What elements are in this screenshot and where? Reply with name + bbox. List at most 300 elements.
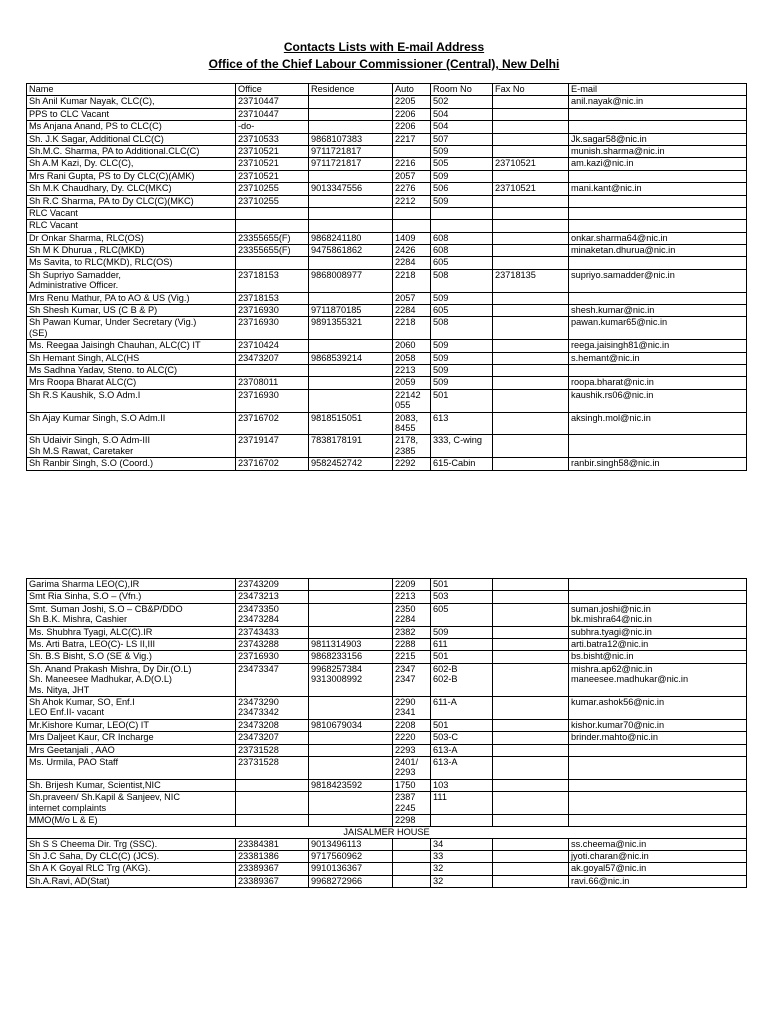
cell-fax-no [493,96,569,108]
table-row [27,663,747,696]
cell-name: Garima Sharma LEO(C),IR [27,579,236,591]
table-row [27,863,747,875]
table-row [27,377,747,389]
cell-fax-no [493,719,569,731]
cell-residence: 9810679034 [309,719,393,731]
cell-residence: Residence [309,84,393,96]
cell-email: ss.cheema@nic.in [569,838,747,850]
cell-fax-no [493,814,569,826]
cell-office [236,365,309,377]
cell-auto: 2284 [393,257,431,269]
cell-office: 23716930 [236,317,309,340]
section-row [27,827,747,838]
cell-residence [309,389,393,412]
cell-fax-no [493,875,569,887]
table-row [27,651,747,663]
cell-email [569,756,747,779]
cell-name: Sh M.K Chaudhary, Dy. CLC(MKC) [27,183,236,195]
cell-residence [309,292,393,304]
cell-name: Smt. Suman Joshi, S.O – CB&P/DDO Sh B.K. Mishra, Cashier [27,603,236,626]
cell-name: Mrs Geetanjali , AAO [27,744,236,756]
cell-email: onkar.sharma64@nic.in [569,232,747,244]
cell-name: Mr.Kishore Kumar, LEO(C) IT [27,719,236,731]
cell-email: minaketan.dhurua@nic.in [569,245,747,257]
cell-residence: 9013496113 [309,838,393,850]
cell-email: am.kazi@nic.in [569,158,747,170]
cell-fax-no [493,352,569,364]
cell-residence: 9868539214 [309,352,393,364]
cell-auto: 2206 [393,108,431,120]
cell-residence: 9910136367 [309,863,393,875]
cell-auto: 2083, 8455 [393,412,431,435]
cell-office: 23710424 [236,340,309,352]
cell-email: roopa.bharat@nic.in [569,377,747,389]
cell-fax-no [493,232,569,244]
cell-email: ak.goyal57@nic.in [569,863,747,875]
table-row [27,435,747,458]
cell-room-no: 506 [431,183,493,195]
cell-room-no: 602-B 602-B [431,663,493,696]
cell-name: Ms. Arti Batra, LEO(C)- LS II,III [27,638,236,650]
cell-fax-no [493,779,569,791]
cell-name: RLC Vacant [27,220,236,232]
cell-residence [309,696,393,719]
cell-auto: 2205 [393,96,431,108]
cell-name: Sh.praveen/ Sh.Kapil & Sanjeev, NIC internet complaints [27,792,236,815]
cell-fax-no [493,145,569,157]
cell-name: Sh M K Dhurua , RLC(MKD) [27,245,236,257]
cell-office: 23710447 [236,96,309,108]
cell-office: 23716930 [236,651,309,663]
cell-email [569,292,747,304]
cell-office [236,779,309,791]
cell-office: 23389367 [236,863,309,875]
cell-office: 23731528 [236,756,309,779]
cell-email: kumar.ashok56@nic.in [569,696,747,719]
cell-name: Sh. J.K Sagar, Additional CLC(C) [27,133,236,145]
cell-name: Sh Ajay Kumar Singh, S.O Adm.II [27,412,236,435]
cell-residence: 9711721817 [309,158,393,170]
cell-room-no: 605 [431,257,493,269]
cell-residence: 9711870185 [309,305,393,317]
cell-fax-no [493,663,569,696]
cell-fax-no [493,389,569,412]
cell-name: Sh.M.C. Sharma, PA to Additional.CLC(C) [27,145,236,157]
cell-auto: 2218 [393,269,431,292]
cell-name: Sh. B.S Bisht, S.O (SE & Vig.) [27,651,236,663]
table-row [27,591,747,603]
cell-room-no: 503 [431,591,493,603]
cell-name: Mrs Roopa Bharat ALC(C) [27,377,236,389]
table-row [27,207,747,219]
cell-email [569,435,747,458]
cell-office: -do- [236,121,309,133]
cell-residence: 9811314903 [309,638,393,650]
table-row [27,170,747,182]
cell-email [569,108,747,120]
cell-residence: 9868107383 [309,133,393,145]
cell-auto: 2178, 2385 [393,435,431,458]
cell-fax-no [493,377,569,389]
cell-auto [393,838,431,850]
cell-room-no: 611 [431,638,493,650]
cell-room-no: 613-A [431,744,493,756]
cell-office: 23716702 [236,412,309,435]
cell-email [569,365,747,377]
cell-residence: 9711721817 [309,145,393,157]
cell-email [569,207,747,219]
cell-office: 23473290 23473342 [236,696,309,719]
cell-room-no: 509 [431,365,493,377]
section-label: JAISALMER HOUSE [27,827,747,838]
cell-residence: 9868241180 [309,232,393,244]
cell-office: 23473207 [236,732,309,744]
cell-email: aksingh.mol@nic.in [569,412,747,435]
cell-auto [393,851,431,863]
cell-auto: 2288 [393,638,431,650]
cell-residence [309,732,393,744]
cell-office: 23473347 [236,663,309,696]
cell-residence: 9818515051 [309,412,393,435]
cell-room-no: 509 [431,145,493,157]
cell-fax-no [493,207,569,219]
cell-room-no: 509 [431,170,493,182]
cell-auto: 2401/ 2293 [393,756,431,779]
cell-email: E-mail [569,84,747,96]
cell-auto: 2292 [393,458,431,470]
cell-office: 23473208 [236,719,309,731]
table-row [27,579,747,591]
cell-office: Office [236,84,309,96]
cell-residence [309,603,393,626]
cell-residence: 9013347556 [309,183,393,195]
cell-name: Ms. Urmila, PAO Staff [27,756,236,779]
cell-fax-no: 23710521 [493,158,569,170]
cell-fax-no [493,133,569,145]
cell-office: 23473213 [236,591,309,603]
cell-fax-no [493,732,569,744]
cell-fax-no [493,412,569,435]
cell-room-no [431,814,493,826]
cell-name: Sh A.M Kazi, Dy. CLC(C), [27,158,236,170]
cell-name: Sh Anil Kumar Nayak, CLC(C), [27,96,236,108]
cell-name: Sh Hemant Singh, ALC(HS [27,352,236,364]
cell-email: pawan.kumar65@nic.in [569,317,747,340]
table-row [27,292,747,304]
cell-room-no: 508 [431,269,493,292]
cell-auto [393,220,431,232]
cell-name: Ms. Shubhra Tyagi, ALC(C).IR [27,626,236,638]
cell-fax-no [493,108,569,120]
cell-residence: 9868008977 [309,269,393,292]
table-row [27,732,747,744]
cell-room-no: Room No [431,84,493,96]
cell-fax-no [493,756,569,779]
cell-auto: 2206 [393,121,431,133]
table-row [27,719,747,731]
cell-office: 23718153 [236,269,309,292]
cell-office: 23708011 [236,377,309,389]
cell-email: s.hemant@nic.in [569,352,747,364]
cell-residence [309,220,393,232]
cell-auto: 1750 [393,779,431,791]
cell-auto [393,207,431,219]
cell-name: Sh.A.Ravi, AD(Stat) [27,875,236,887]
cell-office: 23384381 [236,838,309,850]
cell-email: supriyo.samadder@nic.in [569,269,747,292]
cell-name: Mrs Rani Gupta, PS to Dy CLC(C)(AMK) [27,170,236,182]
table-row [27,756,747,779]
table-row [27,245,747,257]
cell-residence [309,207,393,219]
table-row [27,875,747,887]
table-row [27,389,747,412]
cell-office: 23710255 [236,195,309,207]
cell-auto: 1409 [393,232,431,244]
cell-auto: 2213 [393,591,431,603]
cell-room-no: 33 [431,851,493,863]
cell-auto [393,863,431,875]
cell-email [569,792,747,815]
cell-room-no: 613-A [431,756,493,779]
cell-email: ranbir.singh58@nic.in [569,458,747,470]
cell-email: munish.sharma@nic.in [569,145,747,157]
cell-fax-no [493,838,569,850]
cell-name: Ms Anjana Anand, PS to CLC(C) [27,121,236,133]
cell-auto: 2217 [393,133,431,145]
table-row [27,232,747,244]
cell-email [569,170,747,182]
cell-residence [309,626,393,638]
cell-name: Sh J.C Saha, Dy CLC(C) (JCS). [27,851,236,863]
cell-office: 23716930 [236,389,309,412]
cell-room-no: 504 [431,108,493,120]
cell-fax-no [493,863,569,875]
cell-fax-no [493,305,569,317]
cell-name: Sh Supriyo Samadder, Administrative Officer. [27,269,236,292]
cell-auto: 2057 [393,170,431,182]
cell-email [569,195,747,207]
cell-office: 23716930 [236,305,309,317]
cell-name: RLC Vacant [27,207,236,219]
cell-fax-no [493,458,569,470]
table-row [27,779,747,791]
cell-room-no: 34 [431,838,493,850]
cell-fax-no [493,851,569,863]
cell-residence [309,814,393,826]
cell-auto [393,875,431,887]
cell-name: Mrs Renu Mathur, PA to AO & US (Vig.) [27,292,236,304]
cell-room-no: 32 [431,875,493,887]
cell-email [569,779,747,791]
table-row [27,121,747,133]
cell-office: 23355655(F) [236,245,309,257]
cell-fax-no: 23710521 [493,183,569,195]
cell-fax-no [493,340,569,352]
cell-room-no [431,220,493,232]
table-row [27,257,747,269]
cell-auto: 22142 055 [393,389,431,412]
cell-email: mani.kant@nic.in [569,183,747,195]
cell-room-no: 501 [431,651,493,663]
table-row [27,412,747,435]
cell-residence [309,756,393,779]
cell-office: 23473207 [236,352,309,364]
cell-fax-no: 23718135 [493,269,569,292]
cell-office: 23743288 [236,638,309,650]
cell-fax-no [493,651,569,663]
cell-residence: 9582452742 [309,458,393,470]
cell-fax-no [493,292,569,304]
cell-auto: Auto [393,84,431,96]
cell-room-no: 505 [431,158,493,170]
table-row [27,352,747,364]
table-row [27,305,747,317]
cell-email [569,121,747,133]
cell-residence: 9868233156 [309,651,393,663]
cell-fax-no [493,195,569,207]
cell-residence [309,744,393,756]
cell-fax-no [493,245,569,257]
cell-name: Sh Pawan Kumar, Under Secretary (Vig.) (SE) [27,317,236,340]
cell-fax-no [493,744,569,756]
cell-auto: 2059 [393,377,431,389]
cell-room-no: 509 [431,626,493,638]
cell-room-no: 333, C-wing [431,435,493,458]
cell-office [236,257,309,269]
cell-fax-no [493,603,569,626]
cell-room-no: 509 [431,352,493,364]
cell-fax-no [493,317,569,340]
cell-room-no: 611-A [431,696,493,719]
table-row [27,317,747,340]
cell-auto: 2209 [393,579,431,591]
table-row [27,365,747,377]
cell-room-no: 501 [431,389,493,412]
cell-fax-no: Fax No [493,84,569,96]
cell-email: arti.batra12@nic.in [569,638,747,650]
cell-name: Sh Shesh Kumar, US (C B & P) [27,305,236,317]
cell-email [569,257,747,269]
cell-name: Sh Udaivir Singh, S.O Adm-III Sh M.S Rawat, Caretaker [27,435,236,458]
cell-auto: 2290 2341 [393,696,431,719]
cell-residence [309,579,393,591]
cell-residence: 9818423592 [309,779,393,791]
cell-auto: 2212 [393,195,431,207]
cell-room-no: 103 [431,779,493,791]
cell-office: 23731528 [236,744,309,756]
cell-name: Sh R.C Sharma, PA to Dy CLC(C)(MKC) [27,195,236,207]
table-row [27,792,747,815]
cell-room-no: 613 [431,412,493,435]
table-row [27,96,747,108]
cell-room-no: 504 [431,121,493,133]
cell-office: 23473350 23473284 [236,603,309,626]
table-row [27,183,747,195]
cell-name: Ms Savita, to RLC(MKD), RLC(OS) [27,257,236,269]
table-row [27,838,747,850]
table-row [27,133,747,145]
cell-room-no: 605 [431,305,493,317]
cell-auto: 2215 [393,651,431,663]
cell-office [236,792,309,815]
table-row [27,195,747,207]
cell-room-no: 503-C [431,732,493,744]
cell-auto: 2387 2245 [393,792,431,815]
cell-residence: 7838178191 [309,435,393,458]
cell-room-no: 507 [431,133,493,145]
table-row [27,145,747,157]
cell-fax-no [493,792,569,815]
cell-office: 23710521 [236,145,309,157]
cell-name: Ms. Reegaa Jaisingh Chauhan, ALC(C) IT [27,340,236,352]
cell-office: 23710521 [236,170,309,182]
cell-residence [309,195,393,207]
cell-room-no: 608 [431,232,493,244]
cell-auto: 2213 [393,365,431,377]
cell-residence [309,121,393,133]
cell-fax-no [493,579,569,591]
cell-residence [309,108,393,120]
cell-office: 23389367 [236,875,309,887]
cell-office: 23710533 [236,133,309,145]
cell-room-no: 605 [431,603,493,626]
table-row [27,108,747,120]
cell-office [236,207,309,219]
cell-office [236,814,309,826]
cell-fax-no [493,365,569,377]
cell-residence [309,377,393,389]
cell-email: suman.joshi@nic.in bk.mishra64@nic.in [569,603,747,626]
document-title: Contacts Lists with E-mail Address [283,40,485,54]
cell-fax-no [493,626,569,638]
cell-auto: 2220 [393,732,431,744]
cell-auto: 2298 [393,814,431,826]
cell-residence [309,96,393,108]
cell-auto: 2057 [393,292,431,304]
cell-room-no: 508 [431,317,493,340]
cell-residence [309,257,393,269]
table-row [27,603,747,626]
cell-office: 23710447 [236,108,309,120]
cell-email: kaushik.rs06@nic.in [569,389,747,412]
cell-residence: 9891355321 [309,317,393,340]
cell-residence: 9717560962 [309,851,393,863]
cell-office: 23718153 [236,292,309,304]
cell-room-no: 32 [431,863,493,875]
cell-email: reega.jaisingh81@nic.in [569,340,747,352]
cell-fax-no [493,220,569,232]
cell-auto: 2208 [393,719,431,731]
cell-email: shesh.kumar@nic.in [569,305,747,317]
cell-residence [309,591,393,603]
cell-auto: 2426 [393,245,431,257]
cell-room-no: 509 [431,340,493,352]
cell-name: Sh Ahok Kumar, SO, Enf.I LEO Enf.II- vacant [27,696,236,719]
cell-auto: 2060 [393,340,431,352]
cell-name: Sh. Anand Prakash Mishra, Dy Dir.(O.L) Sh. Maneesee Madhukar, A.D(O.L) Ms. Nitya, JHT [27,663,236,696]
cell-auto: 2058 [393,352,431,364]
cell-auto: 2293 [393,744,431,756]
cell-room-no [431,207,493,219]
cell-name: Ms Sadhna Yadav, Steno. to ALC(C) [27,365,236,377]
table-row [27,814,747,826]
cell-room-no: 501 [431,719,493,731]
cell-name: PPS to CLC Vacant [27,108,236,120]
cell-room-no: 509 [431,195,493,207]
cell-auto: 2347 2347 [393,663,431,696]
table-row [27,340,747,352]
